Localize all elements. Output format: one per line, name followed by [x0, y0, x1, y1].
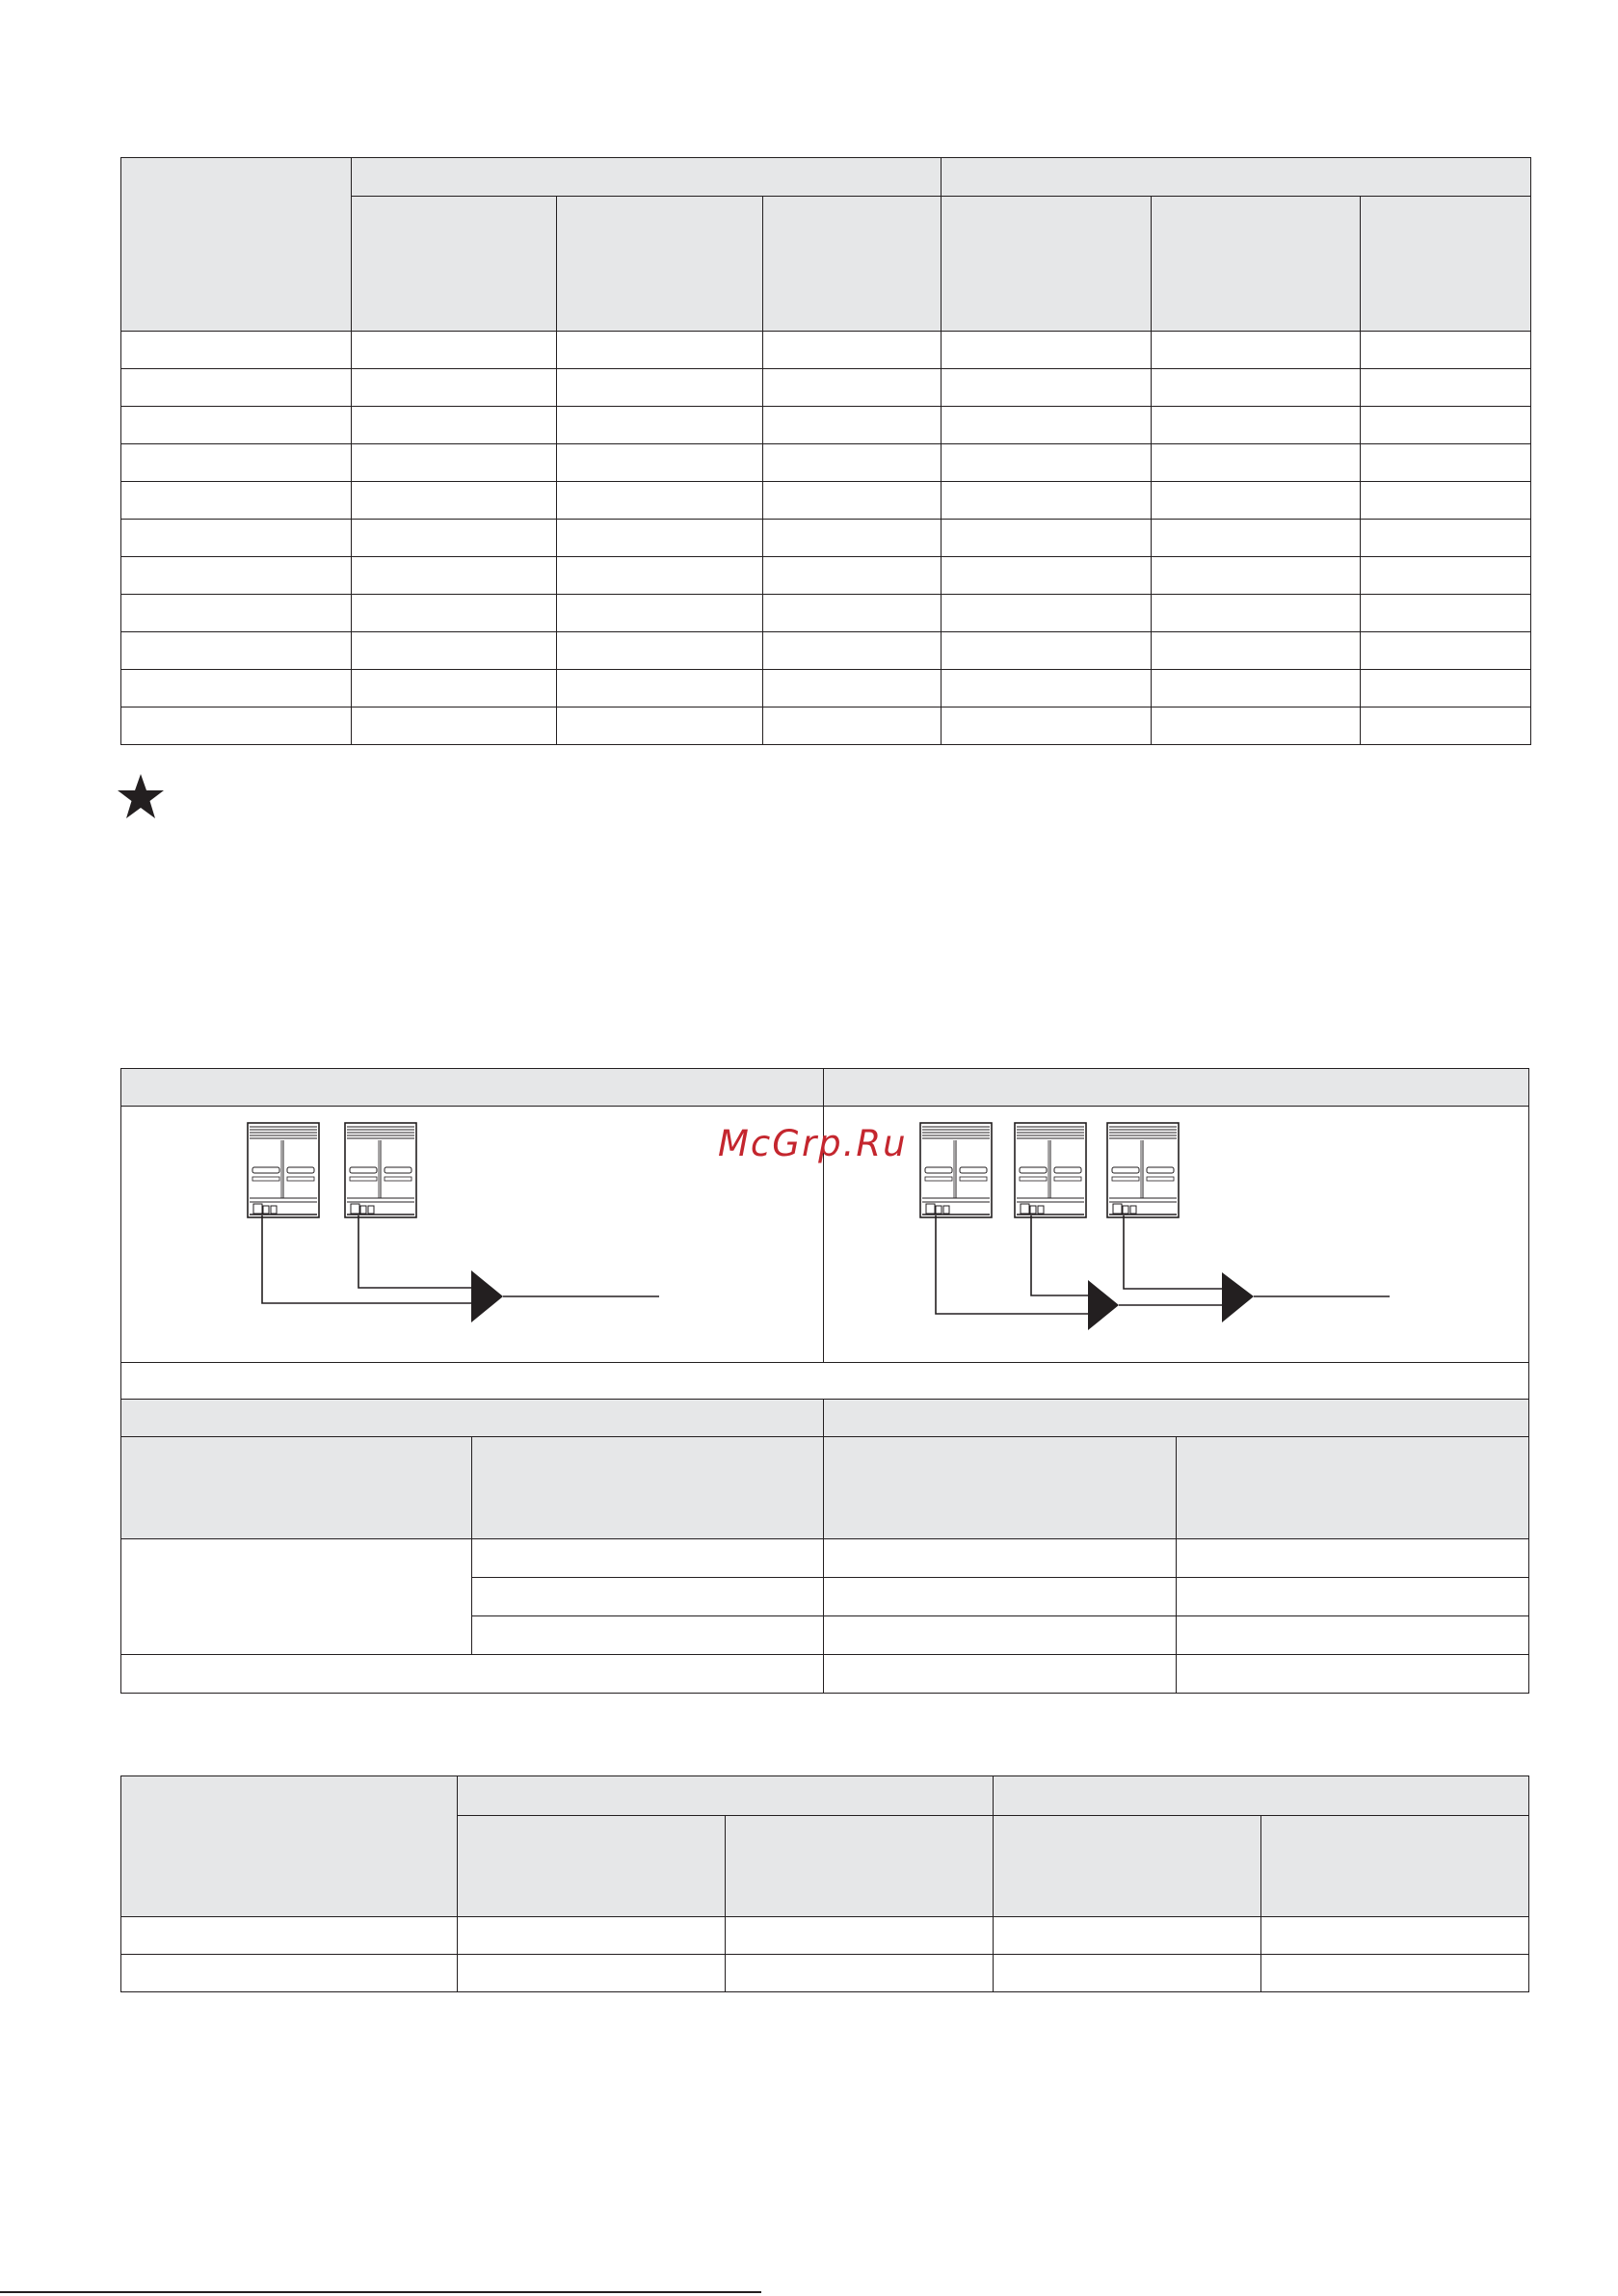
table-row: [121, 444, 1531, 482]
sub-header-cell: [763, 197, 942, 332]
row-header-cell: [121, 1776, 458, 1917]
sub-header-cell: [352, 197, 557, 332]
star-icon: [117, 772, 165, 820]
table-row: [121, 557, 1531, 595]
table-row: [121, 670, 1531, 707]
merged-row-label: [121, 1539, 472, 1655]
three-unit-diagram-cell: [824, 1107, 1529, 1363]
sub-header-cell: [1152, 197, 1361, 332]
combo-column-header: [824, 1437, 1177, 1539]
combo-column-header: [1177, 1437, 1529, 1539]
combo-column-header: [121, 1437, 472, 1539]
combo-subheader-left: [121, 1400, 824, 1437]
table-row: [121, 595, 1531, 632]
sub-header-cell: [726, 1816, 994, 1917]
sub-header-cell: [1261, 1816, 1529, 1917]
combo-header-right: [824, 1069, 1529, 1107]
table-row: [121, 632, 1531, 670]
group-header-right: [994, 1776, 1529, 1816]
sub-header-cell: [1361, 197, 1531, 332]
table-row: [121, 332, 1531, 369]
table-row: [121, 707, 1531, 745]
group-header-left: [458, 1776, 994, 1816]
row-header-cell: [121, 158, 352, 332]
sub-header-cell: [557, 197, 763, 332]
table-row: [121, 520, 1531, 557]
table-row: [121, 482, 1531, 520]
watermark: McGrp.Ru: [718, 1123, 908, 1164]
sub-header-cell: [994, 1816, 1261, 1917]
combo-header-left: [121, 1069, 824, 1107]
table-row: [121, 1539, 1529, 1578]
group-header-left: [352, 158, 942, 197]
three-unit-piping-diagram: [824, 1107, 1529, 1362]
table-row: [121, 407, 1531, 444]
combo-subheader-right: [824, 1400, 1529, 1437]
sub-header-cell: [942, 197, 1152, 332]
combo-column-header: [472, 1437, 824, 1539]
group-header-right: [942, 158, 1531, 197]
table-row: [121, 1655, 1529, 1694]
combo-spanning-row: [121, 1363, 1529, 1400]
table-row: [121, 1917, 1529, 1955]
table-row: [121, 1955, 1529, 1992]
footer-rule: [0, 2291, 761, 2293]
bottom-table: [120, 1775, 1529, 1992]
capacity-table: [120, 157, 1531, 745]
sub-header-cell: [458, 1816, 726, 1917]
table-row: [121, 369, 1531, 407]
